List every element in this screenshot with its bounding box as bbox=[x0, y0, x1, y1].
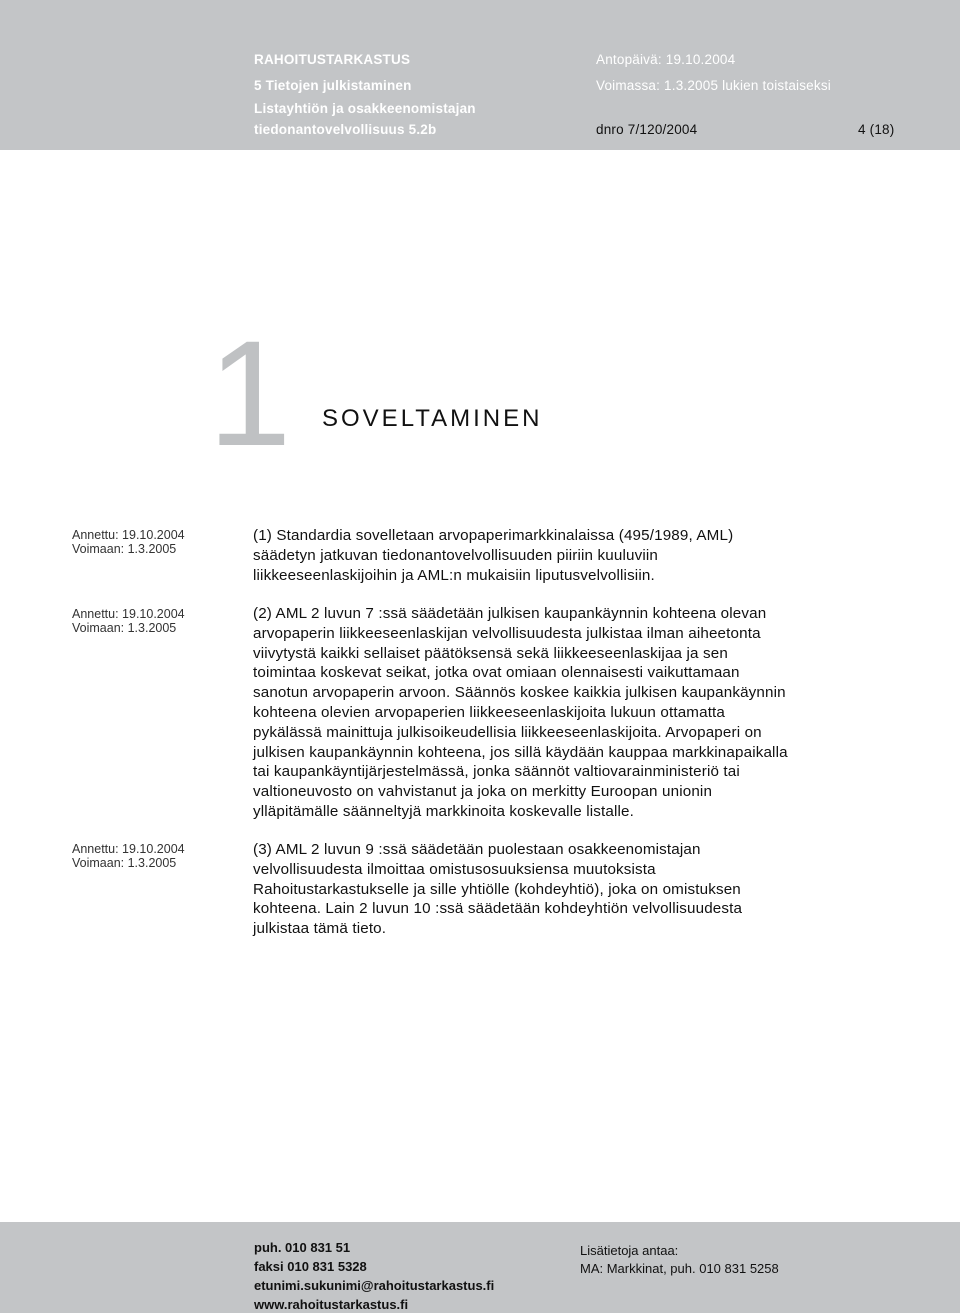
paragraph-line: Rahoitustarkastukselle ja sille yhtiölle (kohdeyhtiö), joka on omistuksen bbox=[253, 880, 741, 898]
footer-phone: puh. 010 831 51 bbox=[254, 1240, 351, 1255]
paragraph-line: arvopaperin liikkeeseenlaskijan velvollisuudesta julkistaa ilman aiheetonta bbox=[253, 624, 761, 642]
section-1-paragraph bbox=[253, 526, 903, 585]
header-band bbox=[0, 0, 960, 150]
paragraph-line: (1) Standardia sovelletaan arvopaperimarkkinalaissa (495/1989, AML) bbox=[253, 527, 734, 544]
header-page-number: 4 (18) bbox=[858, 122, 895, 137]
footer-fax: faksi 010 831 5328 bbox=[254, 1259, 367, 1274]
header-chapter: 5 Tietojen julkistaminen bbox=[254, 78, 412, 93]
paragraph-line: pykälässä mainittuja julkisoikeudellisia liikkeeseenlaskijoita. Arvopaperi on bbox=[253, 723, 762, 741]
paragraph-line: julkistaa tämä tieto. bbox=[253, 920, 387, 938]
paragraph-line: (2) AML 2 luvun 7 :ssä säädetään julkisen kaupankäynnin kohteena olevan bbox=[253, 605, 767, 622]
section-3-dates bbox=[72, 843, 212, 870]
chapter-title: SOVELTAMINEN bbox=[322, 405, 543, 432]
paragraph-line: ylläpitämälle säänneltyjä markkinoita koskevalle listalle. bbox=[253, 802, 634, 820]
paragraph-line: kohteena. Lain 2 luvun 10 :ssä säädetään kohdeyhtiön velvollisuudesta bbox=[253, 900, 743, 918]
section-3-paragraph bbox=[253, 840, 903, 939]
footer-contact-detail: MA: Markkinat, puh. 010 831 5258 bbox=[580, 1261, 779, 1276]
paragraph-line: valtioneuvosto on vahvistanut ja joka on merkitty Euroopan unionin bbox=[253, 783, 713, 801]
paragraph-line: viivytystä kaikki sellaiset päätöksensä sekä liikkeeseenlaskijaa ja sen bbox=[253, 644, 728, 662]
header-issued-date: Antopäivä: 19.10.2004 bbox=[596, 52, 736, 67]
header-valid-from: Voimassa: 1.3.2005 lukien toistaiseksi bbox=[596, 78, 831, 93]
header-reference-number: dnro 7/120/2004 bbox=[596, 122, 698, 137]
paragraph-line: velvollisuudesta ilmoittaa omistusosuuksiensa muutoksista bbox=[253, 860, 656, 878]
footer-email: etunimi.sukunimi@rahoitustarkastus.fi bbox=[254, 1278, 495, 1293]
paragraph-line: säädetyn jatkuvan tiedonantovelvollisuuden piiriin kuuluviin bbox=[253, 546, 658, 564]
paragraph-line: kohteena olevien arvopaperien liikkeeseenlaskijoita lukuun ottamatta bbox=[253, 703, 726, 721]
footer-contact-label: Lisätietoja antaa: bbox=[580, 1243, 679, 1258]
paragraph-line: julkisen kaupankäynnin kohteena, jos sillä käydään kauppaa markkinapaikalla bbox=[253, 743, 788, 761]
paragraph-line: (3) AML 2 luvun 9 :ssä säädetään puolestaan osakkeenomistajan bbox=[253, 841, 701, 858]
section-2-issued: Annettu: 19.10.2004 bbox=[72, 607, 185, 621]
section-3-valid: Voimaan: 1.3.2005 bbox=[72, 855, 177, 870]
paragraph-line: liikkeeseenlaskijoihin ja AML:n mukaisiin liputusvelvollisiin. bbox=[253, 566, 655, 584]
section-2-dates bbox=[72, 608, 212, 635]
section-2-paragraph bbox=[253, 604, 903, 822]
section-3-issued: Annettu: 19.10.2004 bbox=[72, 842, 185, 856]
paragraph-line: sanotun arvopaperin arvoon. Säännös koskee kaikkia julkisen kaupankäynnin bbox=[253, 684, 786, 702]
footer-website: www.rahoitustarkastus.fi bbox=[254, 1297, 409, 1312]
chapter-number: 1 bbox=[208, 309, 286, 477]
section-1-issued: Annettu: 19.10.2004 bbox=[72, 528, 185, 542]
section-1-valid: Voimaan: 1.3.2005 bbox=[72, 541, 177, 556]
footer-band bbox=[0, 1222, 960, 1313]
header-subject-2: tiedonantovelvollisuus 5.2b bbox=[254, 122, 437, 137]
header-subject: Listayhtiön ja osakkeenomistajan bbox=[254, 101, 476, 116]
paragraph-line: toimintaa koskevat seikat, jotka ovat omiaan olennaisesti vaikuttamaan bbox=[253, 664, 740, 682]
section-2-valid: Voimaan: 1.3.2005 bbox=[72, 620, 177, 635]
paragraph-line: tai kaupankäyntijärjestelmässä, jonka säännöt valtiovarainministeriö tai bbox=[253, 763, 740, 781]
section-1-dates bbox=[72, 529, 212, 556]
header-org-name: RAHOITUSTARKASTUS bbox=[254, 52, 411, 67]
